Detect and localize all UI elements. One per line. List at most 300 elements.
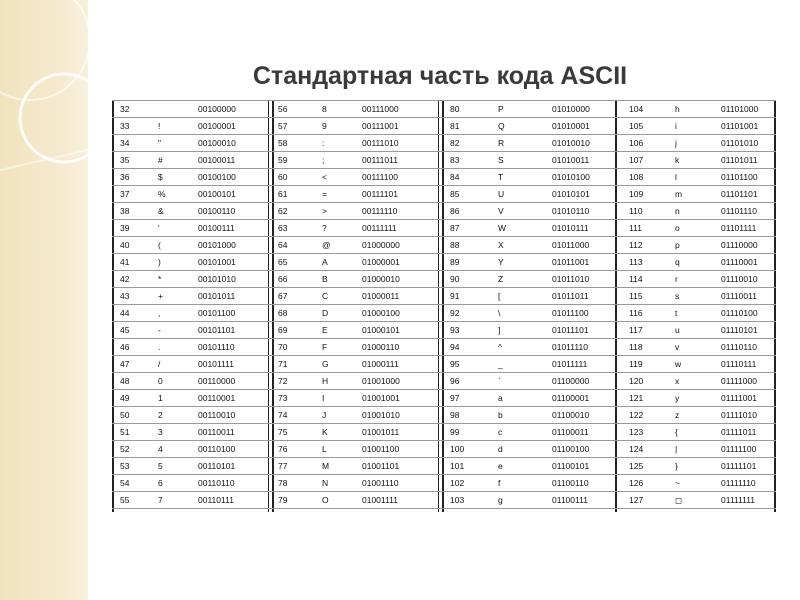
binary-cell: 01100001 <box>552 393 590 403</box>
char-cell: F <box>322 342 328 352</box>
char-cell: ; <box>322 155 325 165</box>
binary-cell: 01101101 <box>721 189 758 199</box>
code-cell: 114 <box>629 274 643 284</box>
code-cell: 123 <box>629 427 644 437</box>
code-cell: 39 <box>120 223 130 233</box>
char-cell: . <box>158 342 161 352</box>
char-cell: X <box>498 240 504 250</box>
code-cell: 53 <box>120 461 130 471</box>
char-cell: ! <box>158 121 161 131</box>
char-cell: i <box>675 121 677 131</box>
binary-cell: 00101001 <box>198 257 236 267</box>
table-row <box>617 304 776 322</box>
table-row <box>442 253 617 271</box>
table-row <box>272 117 442 135</box>
table-row <box>617 338 776 356</box>
char-cell: O <box>322 495 329 505</box>
binary-cell: 01000111 <box>362 359 399 369</box>
table-row <box>272 457 442 475</box>
char-cell: ) <box>158 257 161 267</box>
char-cell: j <box>675 138 677 148</box>
char-cell: & <box>158 206 164 216</box>
code-cell: 107 <box>629 155 644 165</box>
binary-cell: 01010001 <box>552 121 590 131</box>
table-row <box>112 100 272 118</box>
char-cell: > <box>322 206 327 216</box>
code-cell: 117 <box>629 325 643 335</box>
binary-cell: 00110110 <box>198 478 235 488</box>
decorative-side-band <box>0 0 88 600</box>
code-cell: 104 <box>629 104 644 114</box>
binary-cell: 01010000 <box>552 104 590 114</box>
code-cell: 118 <box>629 342 643 352</box>
code-cell: 91 <box>450 291 460 301</box>
table-row <box>112 440 272 458</box>
char-cell: 0 <box>158 376 163 386</box>
binary-cell: 01011000 <box>552 240 590 250</box>
char-cell: 6 <box>158 478 163 488</box>
table-row <box>617 117 776 135</box>
binary-cell: 01111000 <box>721 376 757 386</box>
char-cell: 1 <box>158 393 163 403</box>
char-cell: 2 <box>158 410 163 420</box>
binary-cell: 01100101 <box>552 461 590 471</box>
table-row <box>272 270 442 288</box>
binary-cell: 01001010 <box>362 410 400 420</box>
table-row <box>112 253 272 271</box>
code-cell: 64 <box>278 240 288 250</box>
table-row <box>442 151 617 169</box>
binary-cell: 01101010 <box>721 138 759 148</box>
code-cell: 105 <box>629 121 644 131</box>
char-cell: B <box>322 274 328 284</box>
binary-cell: 01000011 <box>362 291 400 301</box>
char-cell: ? <box>322 223 327 233</box>
table-row <box>272 440 442 458</box>
binary-cell: 00110101 <box>198 461 236 471</box>
binary-cell: 00101011 <box>198 291 236 301</box>
binary-cell: 01000001 <box>362 257 400 267</box>
table-row <box>442 270 617 288</box>
char-cell: n <box>675 206 680 216</box>
char-cell: 3 <box>158 427 163 437</box>
binary-cell: 00100010 <box>198 138 236 148</box>
code-cell: 73 <box>278 393 288 403</box>
code-cell: 87 <box>450 223 460 233</box>
table-row <box>272 100 442 118</box>
table-row <box>617 151 776 169</box>
char-cell: C <box>322 291 329 301</box>
table-row <box>272 304 442 322</box>
char-cell: = <box>322 189 327 199</box>
char-cell: T <box>498 172 504 182</box>
code-cell: 120 <box>629 376 644 386</box>
code-cell: 74 <box>278 410 288 420</box>
binary-cell: 00110001 <box>198 393 236 403</box>
binary-cell: 01011010 <box>552 274 590 284</box>
code-cell: 49 <box>120 393 130 403</box>
table-row <box>112 219 272 237</box>
binary-cell: 00111111 <box>362 223 397 233</box>
table-row <box>112 406 272 424</box>
table-row <box>442 457 617 475</box>
binary-cell: 01001001 <box>362 393 400 403</box>
table-row <box>112 168 272 186</box>
table-row <box>617 372 776 390</box>
binary-cell: 00101000 <box>198 240 236 250</box>
table-row <box>617 202 776 220</box>
char-cell: / <box>158 359 161 369</box>
binary-cell: 00111001 <box>362 121 399 131</box>
table-row <box>617 236 776 254</box>
binary-cell: 00111101 <box>362 189 398 199</box>
code-cell: 47 <box>120 359 130 369</box>
table-block <box>442 100 617 512</box>
table-row <box>272 151 442 169</box>
code-cell: 36 <box>120 172 130 182</box>
table-row <box>112 151 272 169</box>
char-cell: ^ <box>498 342 502 352</box>
char-cell: + <box>158 291 163 301</box>
char-cell: - <box>158 325 161 335</box>
char-cell: m <box>675 189 683 199</box>
char-cell: c <box>498 427 503 437</box>
binary-cell: 01011111 <box>552 359 588 369</box>
binary-cell: 01111110 <box>721 478 756 488</box>
char-cell: f <box>498 478 501 488</box>
binary-cell: 00101101 <box>198 325 236 335</box>
char-cell: s <box>675 291 680 301</box>
code-cell: 92 <box>450 308 460 318</box>
char-cell: V <box>498 206 504 216</box>
code-cell: 46 <box>120 342 130 352</box>
table-row <box>272 372 442 390</box>
table-row <box>442 287 617 305</box>
code-cell: 96 <box>450 376 460 386</box>
binary-cell: 01100111 <box>552 495 588 505</box>
char-cell: ~ <box>675 478 680 488</box>
table-row <box>272 134 442 152</box>
char-cell: S <box>498 155 504 165</box>
table-row <box>112 457 272 475</box>
char-cell: } <box>675 461 678 471</box>
binary-cell: 01111010 <box>721 410 757 420</box>
table-row <box>272 423 442 441</box>
table-row <box>617 185 776 203</box>
decorative-circles <box>0 0 88 600</box>
binary-cell: 01110010 <box>721 274 758 284</box>
char-cell: ( <box>158 240 161 250</box>
table-row <box>442 389 617 407</box>
table-row <box>112 355 272 373</box>
binary-cell: 01111011 <box>721 427 757 437</box>
table-row <box>442 219 617 237</box>
char-cell: y <box>675 393 680 403</box>
table-row <box>272 202 442 220</box>
code-cell: 54 <box>120 478 130 488</box>
table-row <box>617 219 776 237</box>
code-cell: 71 <box>278 359 288 369</box>
table-row <box>442 355 617 373</box>
table-row <box>272 253 442 271</box>
char-cell: @ <box>322 240 331 250</box>
char-cell: v <box>675 342 680 352</box>
char-cell: o <box>675 223 680 233</box>
code-cell: 76 <box>278 444 288 454</box>
table-row <box>272 474 442 492</box>
binary-cell: 00100110 <box>198 206 236 216</box>
table-row <box>617 253 776 271</box>
code-cell: 72 <box>278 376 288 386</box>
code-cell: 90 <box>450 274 460 284</box>
char-cell: % <box>158 189 166 199</box>
code-cell: 56 <box>278 104 288 114</box>
table-row <box>442 185 617 203</box>
binary-cell: 01011100 <box>552 308 589 318</box>
table-block <box>112 100 272 512</box>
table-row <box>272 185 442 203</box>
code-cell: 109 <box>629 189 644 199</box>
char-cell: " <box>158 138 162 148</box>
table-row <box>272 491 442 509</box>
code-cell: 108 <box>629 172 644 182</box>
code-cell: 41 <box>120 257 130 267</box>
code-cell: 42 <box>120 274 130 284</box>
code-cell: 106 <box>629 138 644 148</box>
binary-cell: 00100111 <box>198 223 235 233</box>
table-row <box>112 474 272 492</box>
char-cell: \ <box>498 308 501 318</box>
char-cell: E <box>322 325 328 335</box>
table-row <box>272 287 442 305</box>
code-cell: 55 <box>120 495 130 505</box>
binary-cell: 01101110 <box>721 206 757 216</box>
code-cell: 125 <box>629 461 644 471</box>
char-cell: l <box>675 172 677 182</box>
binary-cell: 01011011 <box>552 291 589 301</box>
binary-cell: 01010111 <box>552 223 589 233</box>
code-cell: 58 <box>278 138 288 148</box>
table-row <box>112 491 272 509</box>
code-cell: 78 <box>278 478 288 488</box>
binary-cell: 01101000 <box>721 104 759 114</box>
char-cell: ] <box>498 325 501 335</box>
char-cell: ' <box>158 223 160 233</box>
binary-cell: 00110000 <box>198 376 236 386</box>
table-row <box>617 440 776 458</box>
table-row <box>617 100 776 118</box>
code-cell: 81 <box>450 121 460 131</box>
table-row <box>617 474 776 492</box>
code-cell: 50 <box>120 410 130 420</box>
char-cell: J <box>322 410 327 420</box>
code-cell: 103 <box>450 495 465 505</box>
code-cell: 112 <box>629 240 643 250</box>
binary-cell: 00111011 <box>362 155 398 165</box>
char-cell: _ <box>498 359 503 369</box>
char-cell: g <box>498 495 503 505</box>
binary-cell: 01001110 <box>362 478 399 488</box>
binary-cell: 01000110 <box>362 342 400 352</box>
table-row <box>112 270 272 288</box>
binary-cell: 01011001 <box>552 257 590 267</box>
table-block <box>617 100 776 512</box>
binary-cell: 01110110 <box>721 342 757 352</box>
binary-cell: 01001000 <box>362 376 400 386</box>
table-row <box>112 202 272 220</box>
table-block <box>272 100 442 512</box>
char-cell: D <box>322 308 329 318</box>
binary-cell: 01111001 <box>721 393 757 403</box>
table-row <box>112 304 272 322</box>
binary-cell: 00111000 <box>362 104 399 114</box>
table-row <box>617 287 776 305</box>
table-row <box>617 168 776 186</box>
code-cell: 65 <box>278 257 288 267</box>
table-row <box>112 423 272 441</box>
table-row <box>272 338 442 356</box>
char-cell: k <box>675 155 680 165</box>
char-cell: # <box>158 155 163 165</box>
table-row <box>617 491 776 509</box>
binary-cell: 01100010 <box>552 410 590 420</box>
table-row <box>617 355 776 373</box>
binary-cell: 00101010 <box>198 274 236 284</box>
code-cell: 126 <box>629 478 644 488</box>
binary-cell: 01010011 <box>552 155 590 165</box>
table-row <box>442 100 617 118</box>
char-cell: R <box>498 138 505 148</box>
code-cell: 59 <box>278 155 288 165</box>
table-row <box>272 406 442 424</box>
table-row <box>112 321 272 339</box>
table-row <box>442 236 617 254</box>
binary-cell: 00100101 <box>198 189 236 199</box>
char-cell: z <box>675 410 680 420</box>
code-cell: 62 <box>278 206 288 216</box>
code-cell: 61 <box>278 189 288 199</box>
code-cell: 69 <box>278 325 288 335</box>
table-row <box>112 185 272 203</box>
table-row <box>272 219 442 237</box>
code-cell: 75 <box>278 427 288 437</box>
binary-cell: 00101110 <box>198 342 235 352</box>
binary-cell: 01010101 <box>552 189 590 199</box>
code-cell: 77 <box>278 461 288 471</box>
table-row <box>442 491 617 509</box>
table-row <box>617 134 776 152</box>
table-row <box>272 389 442 407</box>
table-row <box>617 270 776 288</box>
table-row <box>112 236 272 254</box>
table-row <box>442 423 617 441</box>
code-cell: 32 <box>120 104 130 114</box>
char-cell: a <box>498 393 503 403</box>
code-cell: 51 <box>120 427 130 437</box>
code-cell: 93 <box>450 325 460 335</box>
binary-cell: 00100100 <box>198 172 236 182</box>
code-cell: 111 <box>629 223 642 233</box>
binary-cell: 01001100 <box>362 444 400 454</box>
code-cell: 79 <box>278 495 288 505</box>
table-row <box>442 321 617 339</box>
binary-cell: 00110010 <box>198 410 236 420</box>
code-cell: 89 <box>450 257 460 267</box>
binary-cell: 01111100 <box>721 444 757 454</box>
table-row <box>112 372 272 390</box>
char-cell: 5 <box>158 461 163 471</box>
char-cell: U <box>498 189 505 199</box>
char-cell: 8 <box>322 104 327 114</box>
char-cell: r <box>675 274 678 284</box>
table-row <box>272 355 442 373</box>
ascii-table <box>112 100 776 512</box>
binary-cell: 01000100 <box>362 308 400 318</box>
code-cell: 68 <box>278 308 288 318</box>
binary-cell: 01010100 <box>552 172 590 182</box>
binary-cell: 01101100 <box>721 172 758 182</box>
char-cell: H <box>322 376 329 386</box>
binary-cell: 01110111 <box>721 359 757 369</box>
code-cell: 44 <box>120 308 130 318</box>
char-cell: Q <box>498 121 505 131</box>
char-cell: N <box>322 478 329 488</box>
char-cell: $ <box>158 172 163 182</box>
code-cell: 94 <box>450 342 460 352</box>
char-cell: q <box>675 257 680 267</box>
code-cell: 34 <box>120 138 130 148</box>
code-cell: 84 <box>450 172 460 182</box>
char-cell: { <box>675 427 678 437</box>
char-cell: p <box>675 240 680 250</box>
char-cell: | <box>675 444 678 454</box>
binary-cell: 01110100 <box>721 308 758 318</box>
binary-cell: 00100001 <box>198 121 236 131</box>
binary-cell: 00110100 <box>198 444 236 454</box>
code-cell: 60 <box>278 172 288 182</box>
binary-cell: 01000010 <box>362 274 400 284</box>
code-cell: 121 <box>629 393 644 403</box>
code-cell: 57 <box>278 121 288 131</box>
binary-cell: 01110011 <box>721 291 757 301</box>
char-cell: L <box>322 444 327 454</box>
binary-cell: 00101100 <box>198 308 236 318</box>
code-cell: 80 <box>450 104 460 114</box>
code-cell: 97 <box>450 393 460 403</box>
binary-cell: 01111101 <box>721 461 757 471</box>
char-cell: I <box>322 393 325 403</box>
binary-cell: 01100000 <box>552 376 590 386</box>
code-cell: 115 <box>629 291 643 301</box>
code-cell: 83 <box>450 155 460 165</box>
char-cell: * <box>158 274 162 284</box>
char-cell: x <box>675 376 680 386</box>
code-cell: 119 <box>629 359 643 369</box>
slide-title: Стандартная часть кода ASCII <box>252 62 628 90</box>
table-row <box>442 168 617 186</box>
code-cell: 52 <box>120 444 130 454</box>
char-cell: P <box>498 104 504 114</box>
code-cell: 101 <box>450 461 465 471</box>
char-cell: Y <box>498 257 504 267</box>
char-cell: K <box>322 427 328 437</box>
binary-cell: 01100110 <box>552 478 589 488</box>
code-cell: 40 <box>120 240 130 250</box>
char-cell: e <box>498 461 503 471</box>
table-row <box>272 321 442 339</box>
code-cell: 98 <box>450 410 460 420</box>
char-cell: ` <box>498 376 501 386</box>
